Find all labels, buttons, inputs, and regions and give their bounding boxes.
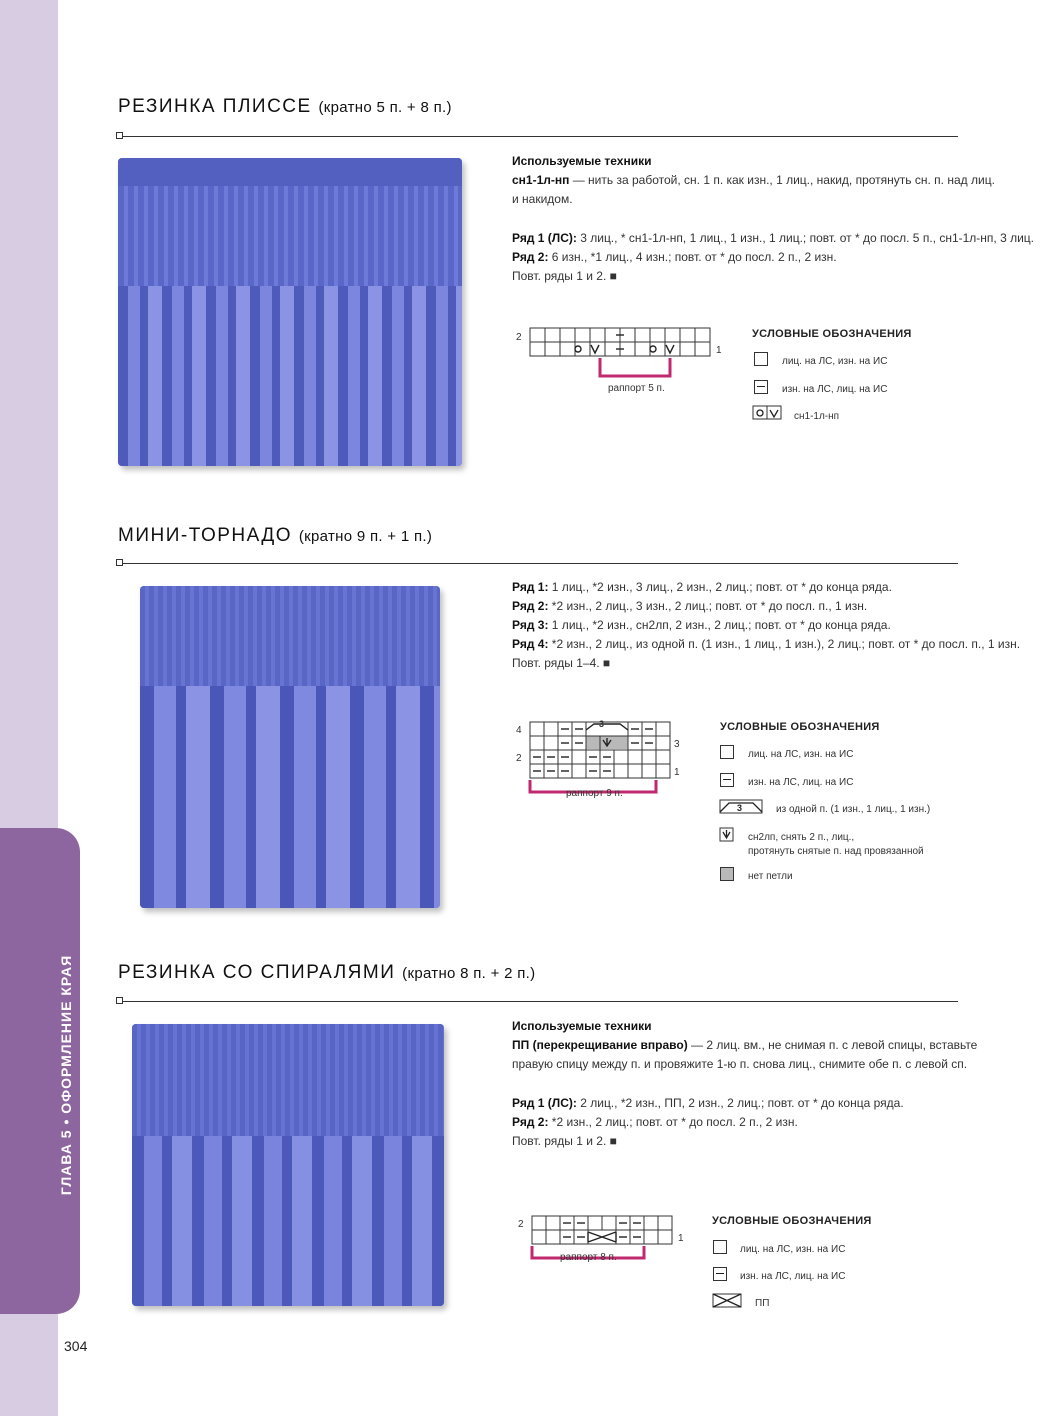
- chart-row-number: 2: [518, 1219, 524, 1230]
- technique-term: сн1-1л-нп: [512, 173, 570, 187]
- techniques-block: [512, 152, 995, 209]
- repeat-label: раппорт 5 п.: [608, 383, 665, 394]
- increase-three-icon: [719, 799, 765, 815]
- knit-swatch-photo: [140, 586, 440, 908]
- row-text: 6 изн., *1 лиц., 4 изн.; повт. от * до посл. 2 п., 2 изн.: [548, 250, 837, 264]
- row-text: *2 изн., 2 лиц.; повт. от * до посл. 2 п., 2 изн.: [548, 1115, 798, 1129]
- knit-swatch-photo: [118, 158, 462, 466]
- row-label: Ряд 1 (ЛС):: [512, 231, 577, 245]
- rule-dot: [116, 997, 123, 1004]
- row-label: Ряд 2:: [512, 1115, 549, 1129]
- section-title-tornado: [118, 525, 432, 547]
- swatch-cable-pattern: [140, 686, 440, 908]
- stitch-chart: [528, 326, 718, 386]
- techniques-heading: Используемые техники: [512, 1019, 652, 1033]
- technique-desc-cont: правую спицу между п. и провяжите 1-ю п. снова лиц., снимите обе п. с левой сп.: [512, 1057, 968, 1071]
- legend-item: изн. на ЛС, лиц. на ИС: [782, 384, 888, 395]
- techniques-heading: Используемые техники: [512, 154, 652, 168]
- legend-item: лиц. на ЛС, изн. на ИС: [740, 1244, 846, 1255]
- legend-item: ПП: [755, 1298, 770, 1309]
- row-label: Ряд 1 (ЛС):: [512, 1096, 577, 1110]
- legend-item: лиц. на ЛС, изн. на ИС: [748, 749, 854, 760]
- legend-item: протянуть снятые п. над провязанной: [748, 846, 924, 857]
- chart-row-number: 1: [678, 1233, 684, 1244]
- row-label: Ряд 1:: [512, 580, 549, 594]
- rule-dot: [116, 132, 123, 139]
- techniques-block: [512, 1017, 977, 1074]
- row-label: Ряд 3:: [512, 618, 549, 632]
- chart-row-number: 2: [516, 332, 522, 343]
- repeat-note: Повт. ряды 1–4. ■: [512, 656, 611, 670]
- technique-desc-cont: и накидом.: [512, 192, 573, 206]
- legend-title: УСЛОВНЫЕ ОБОЗНАЧЕНИЯ: [712, 1215, 872, 1227]
- increase-icon-digit: 3: [737, 803, 743, 813]
- row-text: *2 изн., 2 лиц., 3 изн., 2 лиц.; повт. от * до посл. п., 1 изн.: [548, 599, 868, 613]
- slip-two-icon: [719, 827, 735, 843]
- repeat-label: раппорт 9 п.: [566, 788, 623, 799]
- slip-knit-pass-icon: [752, 405, 784, 421]
- swatch-spiral-pattern: [132, 1136, 444, 1306]
- legend-item: лиц. на ЛС, изн. на ИС: [782, 356, 888, 367]
- purl-symbol-icon: [720, 773, 734, 787]
- section-title-text: РЕЗИНКА ПЛИССЕ: [118, 96, 312, 117]
- purl-symbol-icon: [754, 380, 768, 394]
- chart-row-number: 2: [516, 753, 522, 764]
- legend-title: УСЛОВНЫЕ ОБОЗНАЧЕНИЯ: [752, 328, 912, 340]
- row-label: Ряд 2:: [512, 599, 549, 613]
- row-text: 1 лиц., *2 изн., 3 лиц., 2 изн., 2 лиц.; повт. от * до конца ряда.: [548, 580, 892, 594]
- section-subtitle: (кратно 9 п. + 1 п.): [298, 528, 433, 545]
- technique-desc: — нить за работой, сн. 1 п. как изн., 1 лиц., накид, протянуть сн. п. над лиц.: [569, 173, 995, 187]
- technique-desc: — 2 лиц. вм., не снимая п. с левой спицы, вставьте: [687, 1038, 978, 1052]
- row-text: 2 лиц., *2 изн., ПП, 2 изн., 2 лиц.; повт. от * до конца ряда.: [576, 1096, 904, 1110]
- legend-item: изн. на ЛС, лиц. на ИС: [740, 1271, 846, 1282]
- legend-item: сн1-1л-нп: [794, 411, 840, 422]
- section-subtitle: (кратно 8 п. + 2 п.): [402, 965, 536, 982]
- legend-item: из одной п. (1 изн., 1 лиц., 1 изн.): [776, 804, 931, 815]
- knit-symbol-icon: [713, 1240, 727, 1254]
- instructions-block: [512, 229, 1034, 286]
- legend-item: изн. на ЛС, лиц. на ИС: [748, 777, 854, 788]
- chart-grid: [530, 328, 710, 356]
- repeat-bracket: [600, 358, 670, 376]
- swatch-rib-pattern: [118, 286, 462, 466]
- section-rule: [120, 1001, 958, 1002]
- right-cross-icon: [712, 1293, 744, 1309]
- knit-symbol-icon: [754, 352, 768, 366]
- chart-cell-mark: 3: [599, 719, 605, 729]
- section-title-plisse: [118, 96, 452, 118]
- section-title-spirals: [118, 962, 535, 984]
- knit-swatch-photo: [132, 1024, 444, 1306]
- swatch-cast-on-band: [118, 158, 462, 186]
- instructions-block: [512, 578, 1020, 673]
- row-label: Ряд 4:: [512, 637, 549, 651]
- chart-grid: [532, 1216, 672, 1244]
- row-text: 1 лиц., *2 изн., сн2лп, 2 изн., 2 лиц.; повт. от * до конца ряда.: [548, 618, 891, 632]
- chart-row-number: 1: [674, 767, 680, 778]
- repeat-label: раппорт 8 п.: [560, 1252, 617, 1263]
- section-rule: [120, 563, 958, 564]
- sidebar-bottom: [0, 1314, 58, 1416]
- instructions-block: [512, 1094, 904, 1151]
- knit-symbol-icon: [720, 745, 734, 759]
- purl-symbol-icon: [713, 1267, 727, 1281]
- row-label: Ряд 2:: [512, 250, 549, 264]
- technique-term: ПП (перекрещивание вправо): [512, 1038, 688, 1052]
- chart-row-number: 4: [516, 725, 522, 736]
- row-text: 3 лиц., * сн1-1л-нп, 1 лиц., 1 изн., 1 лиц.; повт. от * до посл. 5 п., сн1-1л-нп, 3 лиц.: [576, 231, 1034, 245]
- section-rule: [120, 136, 958, 137]
- section-title-text: МИНИ-ТОРНАДО: [118, 525, 293, 546]
- section-title-text: РЕЗИНКА СО СПИРАЛЯМИ: [118, 962, 396, 983]
- swatch-cast-on-band: [140, 586, 440, 686]
- repeat-note: Повт. ряды 1 и 2. ■: [512, 269, 617, 283]
- sidebar-top: [0, 0, 58, 828]
- legend-item: сн2лп, снять 2 п., лиц.,: [748, 832, 855, 843]
- chart-row-number: 3: [674, 739, 680, 750]
- legend-item: нет петли: [748, 871, 793, 882]
- swatch-cast-on-band: [132, 1024, 444, 1136]
- rule-dot: [116, 559, 123, 566]
- repeat-note: Повт. ряды 1 и 2. ■: [512, 1134, 617, 1148]
- section-subtitle: (кратно 5 п. + 8 п.): [318, 99, 452, 116]
- row-text: *2 изн., 2 лиц., из одной п. (1 изн., 1 лиц., 1 изн.), 2 лиц.; повт. от * до посл. п., 1 изн.: [548, 637, 1021, 651]
- legend-title: УСЛОВНЫЕ ОБОЗНАЧЕНИЯ: [720, 721, 880, 733]
- chapter-label: ГЛАВА 5 • ОФОРМЛЕНИЕ КРАЯ: [58, 954, 74, 1196]
- chart-row-number: 1: [716, 345, 722, 356]
- page-number: 304: [64, 1338, 88, 1354]
- chart-grid: [530, 722, 670, 778]
- no-stitch-icon: [720, 867, 734, 881]
